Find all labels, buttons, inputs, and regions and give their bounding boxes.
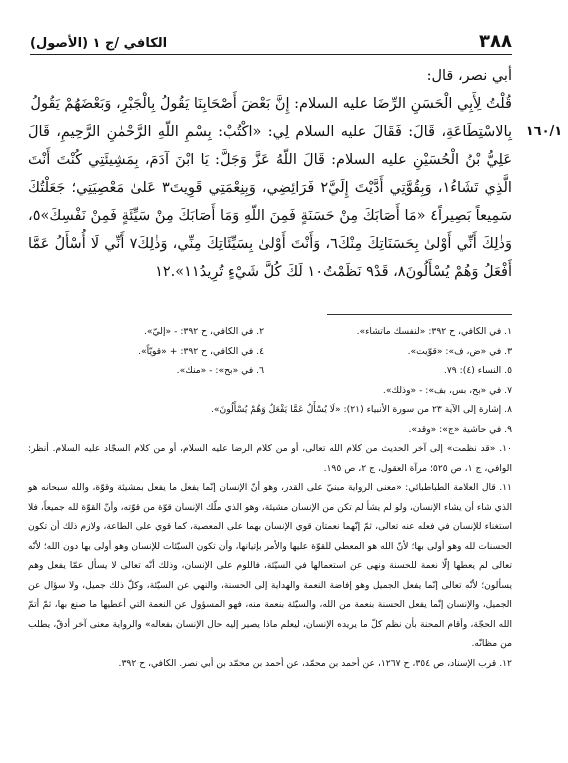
footnotes bbox=[28, 322, 512, 673]
running-title: الكافي /ج ١ (الأصول) bbox=[30, 36, 168, 51]
page-number: ٣٨٨ bbox=[479, 31, 512, 52]
footnotes-short bbox=[28, 322, 512, 381]
footnote-4: ٤. في الكافي، ح ٣٩٢: + «قويّاً». bbox=[138, 345, 264, 357]
page-header bbox=[30, 30, 512, 55]
footnote-2: ٢. في الكافي، ح ٣٩٢: - «إليّ». bbox=[143, 326, 264, 337]
footnote-divider bbox=[327, 314, 512, 315]
footnote-5: ٥. النساء (٤): ٧٩. bbox=[443, 365, 512, 376]
hadith-text: بِالاسْتِطَاعَةِ، قَالَ: فَقَالَ عليه السلام لِي: «اكْتُبْ: بِسْمِ اللّهِ الرَّحْمٰنِ الرَّحِيمِ، قَالَ عَلِيُّ بْنُ الْحُسَيْنِ عليه السلام: قَالَ اللّهُ عَزَّ وَجَلَّ: يَا ابْنَ آدَمَ، بِمَشِيئَتِي كُنْتَ أَنْتَ الَّذِي تَشَاءُ١، وَبِقُوَّتِي أَدَّيْتَ إِلَيَّ٢ فَرَائِضِي، وَبِنِعْمَتِي قَوِيتَ٣ عَلىٰ مَعْصِيَتِي؛ جَعَلْتُكَ سَمِيعاً بَصِيراً٤ «مَا أَصَابَكَ مِنْ حَسَنَةٍ فَمِنَ اللّهِ وَمَا أَصَابَكَ مِنْ سَيِّئَةٍ فَمِنْ نَفْسِكَ»٥، وَذٰلِكَ أَنِّي أَوْلىٰ بِحَسَنَاتِكَ مِنْكَ٦، وَأَنْتَ أَوْلىٰ بِسَيِّئَاتِكَ مِنِّي، وَذٰلِكَ٧ أَنِّي لَا أُسْأَلُ عَمَّا أَفْعَلُ وَهُمْ يُسْأَلُونَ٨، قَدْ٩ نَظَمْتُ١٠ لَكَ كُلَّ شَيْءٍ تُرِيدُ١١».١٢ bbox=[28, 124, 512, 280]
footnote-11: ١١. قال العلامة الطباطبائي: «معنى الرواية مبنيّ على القدر، وهو أنّ الإنسان إنّما يفعل ما يفعل بمشيئة وقوّة، والله سبحانه هو الذي شاء أن يشاء الإنسان، ولو لم يشأ لم تكن من الإنسان مشيئة، وهو الذي ملّك الإنسان قوّة من قوّته، وأنّ القوّة لله جميعاً، فلا استغناء للإنسان في فعله عنه تعالى، ثمّ إنّهما نعمتان قوي الإنسان بهما على المعصية، كما قوي على الطاعة، ولازم ذلك أن تكون الحسنات لله وهو أولى بها؛ لأنّ الله هو المعطي للقوّة عليها والأمر بإتيانها، وأن تكون السيّئات للإنسان وهو أولى بها دون الله؛ لأنّه تعالى لم يعطها إلّا نعمة للحسنة ونهى عن استعمالها في السيّئة، فاللوم على الإنسان، وذلك أنّه تعالى لا يسأل عمّا يفعل وهم يسألون؛ لأنّه تعالى إنّما يفعل الجميل وهو إفاضة النعمة والهداية إلى الحسنة، والنهي عن السيّئة، وكلّ ذلك جميل، ولا سؤال عن الجميل، والإنسان إنّما يفعل الحسنة بنعمة من الله، والسيّئة بنعمة منه، فهو المسؤول عن النعمة التي أعطيها ما صنع بها، ثمّ أتمّ الله الحجّة، وأقام المحنة بأن نظم كلّ ما يريده الإنسان، ليعلم ماذا يصير إليه حال الإنسان بفعاله» والرواية معنى آخر أدقّ، يطلب من مظانّه. bbox=[28, 482, 512, 649]
footnote-10: ١٠. «قد نظمت» إلى آخر الحديث من كلام الله تعالى، أو من كلام الرضا عليه السلام، أو من كلام السجّاد عليه السلام. أنظر: الوافي، ج ١، ص ٥٢٥؛ مرآة العقول، ج ٢، ص ١٩٥. bbox=[28, 443, 512, 474]
footnote-7: ٧. في «بح، بس، بف»: - «وذلك». bbox=[382, 384, 512, 396]
footnote-6: ٦. في «بح»: - «منك». bbox=[176, 365, 264, 376]
footnote-9: ٩. في حاشية «ج»: «وقد». bbox=[408, 423, 512, 435]
chain-continuation: أبي نصر، قال: bbox=[426, 68, 512, 84]
footnote-12: ١٢. قرب الإسناد، ص ٣٥٤، ح ١٢٦٧، عن أحمد بن محمّد، عن أحمد بن محمّد بن أبي نصر. الكافي، ح ٣٩٢. bbox=[118, 657, 512, 669]
hadith-block bbox=[28, 118, 563, 286]
footnote-8: ٨. إشارة إلى الآية ٢٣ من سورة الأنبياء (٢١): «لَا يُسْأَلُ عَمَّا يَفْعَلُ وَهُمْ يُسْأَلُونَ». bbox=[210, 404, 512, 415]
main-text bbox=[28, 62, 563, 286]
footnote-3: ٣. في «ض، ف»: «قوّيت». bbox=[407, 345, 512, 357]
footnote-1: ١. في الكافي، ح ٣٩٢: «لنفسك ماتشاء». bbox=[356, 326, 512, 337]
hadith-opening: قُلْتُ لِأَبِي الْحَسَنِ الرِّضَا عليه السلام: إِنَّ بَعْضَ أَصْحَابِنَا يَقُولُ بِالْجَبْرِ، وَبَعْضَهُمْ يَقُولُ bbox=[30, 96, 512, 112]
hadith-number: ١٦٠/١ bbox=[525, 124, 563, 139]
